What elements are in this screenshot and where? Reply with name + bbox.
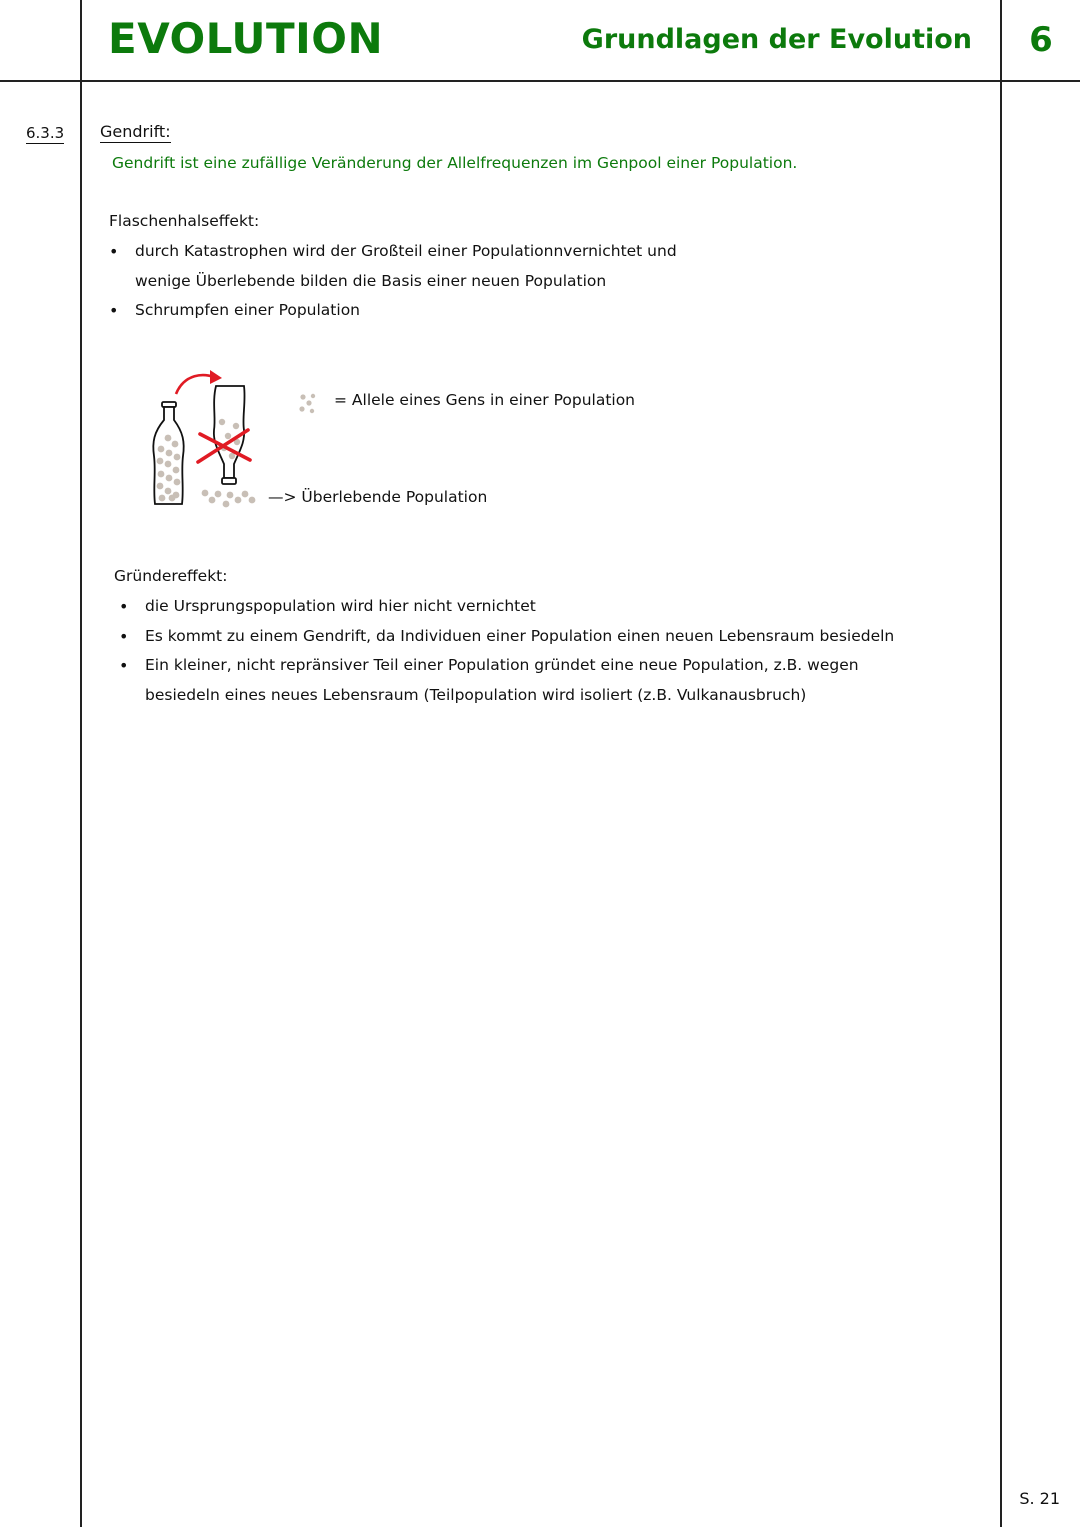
page-title: EVOLUTION: [108, 14, 384, 63]
right-margin-line: [1000, 0, 1002, 1527]
list-item: • durch Katastrophen wird der Großteil einer Populationnvernichtet und wenige Überlebende bilden die Basis einer neuen Population: [135, 237, 735, 296]
section-number: 6.3.3: [26, 124, 65, 142]
inverted-bottle-icon: [198, 386, 250, 484]
bottleneck-illustration: [140, 364, 280, 514]
legend-text: = Allele eines Gens in einer Population: [334, 391, 636, 409]
header-divider: [0, 80, 1080, 82]
founder-heading: Gründereffekt:: [114, 567, 228, 585]
left-margin-line: [80, 0, 82, 1527]
allele-dots-icon: [298, 393, 320, 415]
list-item: • die Ursprungspopulation wird hier nicht vernichtet: [145, 592, 920, 622]
list-item: • Es kommt zu einem Gendrift, da Individuen einer Population einen neuen Lebensraum besiedeln: [145, 622, 920, 652]
chapter-number: 6: [1029, 20, 1053, 60]
bottle-icon: [153, 402, 183, 504]
page-number: S. 21: [1019, 1489, 1060, 1508]
list-item: • Schrumpfen einer Population: [135, 296, 735, 326]
surviving-alleles-icon: [202, 490, 256, 508]
arrow-head-icon: [210, 370, 222, 384]
list-item: • Ein kleiner, nicht repränsiver Teil einer Population gründet eine neue Population, z.B. wegen besiedeln eines neues Lebensraum (Teilpopulation wird isoliert (z.B. Vulkanausbruch): [145, 651, 920, 710]
definition-text: Gendrift ist eine zufällige Veränderung der Allelfrequenzen im Genpool einer Population.: [112, 154, 798, 172]
bottleneck-list: [135, 237, 735, 326]
founder-list: [145, 592, 920, 710]
section-heading: Gendrift:: [100, 122, 171, 141]
survivor-label: —> Überlebende Population: [268, 488, 488, 506]
subject-title: Grundlagen der Evolution: [581, 24, 972, 55]
bottleneck-heading: Flaschenhalseffekt:: [109, 212, 260, 230]
